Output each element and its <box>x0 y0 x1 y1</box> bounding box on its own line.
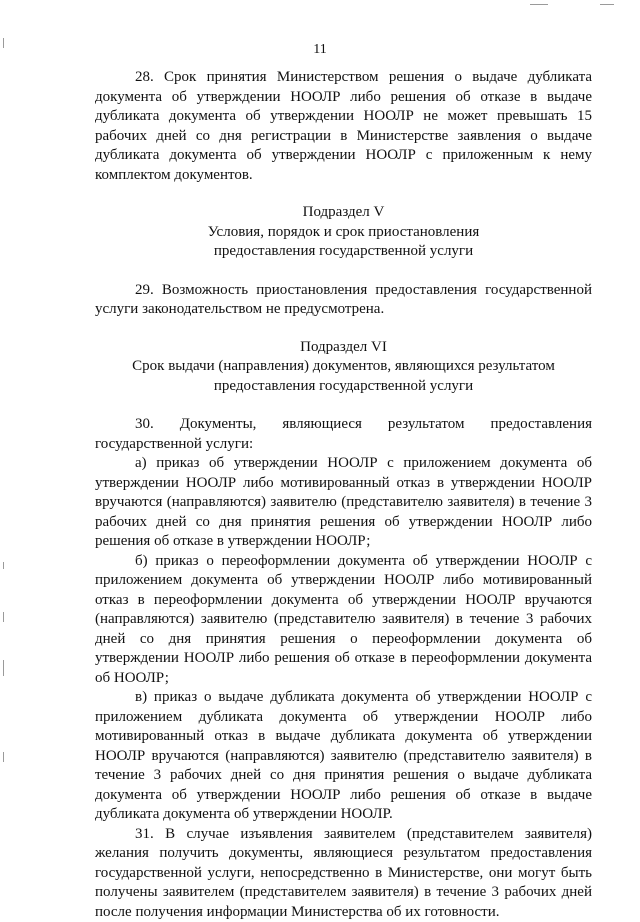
subsection-5-label: Подраздел V <box>95 203 592 223</box>
paragraph-30-c: в) приказ о выдаче дубликата документа об утверждении НООЛР с приложением дубликата документа об утверждении НООЛР либо мотивированный отказ в выдаче дубликата документа об утверждении НООЛР вручаются (направляются) заявителю (представителю заявителя) в течение 3 рабочих дней со дня принятия решения о выдаче дубликата документа об утверждении НООЛР либо решения об отказе в выдаче дубликата документа об утверждении НООЛР. <box>95 688 592 825</box>
document-body <box>95 68 592 922</box>
scan-margin-mark <box>3 660 4 676</box>
scan-edge-mark <box>600 4 614 5</box>
subsection-6-label: Подраздел VI <box>95 338 592 358</box>
paragraph-28: 28. Срок принятия Министерством решения о выдаче дубликата документа об утверждении НООЛР либо решения об отказе в выдаче дубликата документа об утверждении НООЛР не может превышать 15 рабочих дней со дня регистрации в Министерстве заявления о выдаче дубликата документа об утверждении НООЛР с приложенным к нему комплектом документов. <box>95 68 592 185</box>
scan-margin-mark <box>3 752 4 762</box>
subsection-6-title-line2: предоставления государственной услуги <box>95 377 592 397</box>
subsection-5-title-line1: Условия, порядок и срок приостановления <box>95 223 592 243</box>
paragraph-29: 29. Возможность приостановления предоставления государственной услуги законодательством не предусмотрена. <box>95 281 592 320</box>
paragraph-30-b: б) приказ о переоформлении документа об утверждении НООЛР с приложением документа об утверждении НООЛР либо мотивированный отказ в переоформлении документа об утверждении НООЛР вручаются (направляются) заявителю (представителю заявителя) в течение 3 рабочих дней со дня принятия решения о переоформлении документа об утверждении НООЛР либо решения об отказе в переоформлении документа об НООЛР; <box>95 552 592 689</box>
paragraph-31: 31. В случае изъявления заявителем (представителем заявителя) желания получить документы, являющиеся результатом предоставления государственной услуги, непосредственно в Министерстве, они могут быть получены заявителем (представителем заявителя) в течение 3 рабочих дней после получения информации Министерства об их готовности. <box>95 825 592 922</box>
paragraph-30-a: а) приказ об утверждении НООЛР с приложением документа об утверждении НООЛР либо мотивированный отказ в утверждении НООЛР вручаются (направляются) заявителю (представителю заявителя) в течение 3 рабочих дней со дня принятия решения об утверждении НООЛР либо решения об отказе в утверждении НООЛР; <box>95 454 592 552</box>
scan-margin-mark <box>3 562 4 569</box>
scan-margin-mark <box>3 612 4 622</box>
paragraph-30: 30. Документы, являющиеся результатом предоставления государственной услуги: <box>95 415 592 454</box>
subsection-6-title-line1: Срок выдачи (направления) документов, являющихся результатом <box>95 357 592 377</box>
scan-edge-mark <box>530 4 548 5</box>
page-number: 11 <box>0 42 640 58</box>
subsection-5-title-line2: предоставления государственной услуги <box>95 242 592 262</box>
